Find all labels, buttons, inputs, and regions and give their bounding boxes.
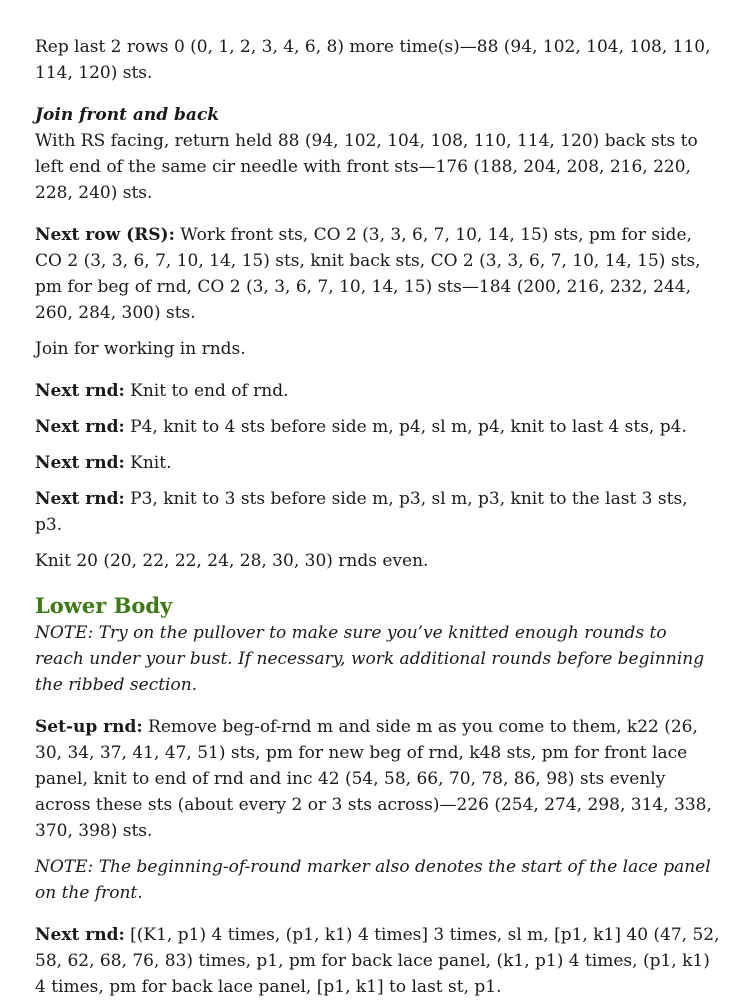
setup-rnd-label: Set-up rnd: — [35, 717, 143, 737]
next-row-rs-text: Work front sts, CO 2 (3, 3, 6, 7, 10, 14, 15) sts, pm for side, CO 2 (3, 3, 6, 7, 10, 14, 15) sts, knit back sts, CO 2 (3, 3, 6, 7, 10, 14, 15) sts, pm for beg of rnd, CO 2 (3, 3, 6, 7, 10, 14, 15) sts—184 (200, 216, 232, 244, 260, 284, 300) sts. — [35, 225, 701, 323]
join-paragraph: With RS facing, return held 88 (94, 102, 104, 108, 110, 114, 120) back sts to left end of the same cir needle with front sts—176 (188, 204, 208, 216, 220, 228, 240) sts. — [35, 131, 698, 203]
rep-rows-paragraph: Rep last 2 rows 0 (0, 1, 2, 3, 4, 6, 8) more time(s)—88 (94, 102, 104, 108, 110, 114, 120) sts. — [35, 37, 711, 83]
rnd-paragraph-3 — [35, 450, 720, 476]
rnd-text: P4, knit to 4 sts before side m, p4, sl m, p4, knit to last 4 sts, p4. — [124, 417, 687, 437]
final-rnd-paragraph — [35, 922, 720, 1000]
final-rnd-label: Next rnd: — [35, 925, 125, 945]
next-row-rs-paragraph — [35, 222, 720, 326]
rnd-text: P3, knit to 3 sts before side m, p3, sl m, p3, knit to the last 3 sts, p3. — [35, 489, 688, 535]
marker-note: NOTE: The beginning-of-round marker also denotes the start of the lace panel on the front. — [35, 857, 711, 903]
knit-even-paragraph: Knit 20 (20, 22, 22, 24, 28, 30, 30) rnds even. — [35, 551, 429, 571]
rnd-paragraph-2 — [35, 414, 720, 440]
lower-body-note: NOTE: Try on the pullover to make sure you’ve knitted enough rounds to reach under your bust. If necessary, work additional rounds before beginning the ribbed section. — [35, 623, 705, 695]
rnd-text: Knit to end of rnd. — [124, 381, 289, 401]
rnd-label: Next rnd: — [35, 453, 125, 473]
setup-rnd-paragraph — [35, 714, 720, 844]
rnd-paragraph-1 — [35, 378, 720, 404]
rnd-label: Next rnd: — [35, 417, 125, 437]
rnd-label: Next rnd: — [35, 489, 125, 509]
join-heading: Join front and back — [35, 105, 220, 125]
rnd-paragraph-4 — [35, 486, 720, 538]
join-rnds-paragraph: Join for working in rnds. — [35, 339, 246, 359]
next-row-rs-label: Next row (RS): — [35, 225, 175, 245]
final-rnd-text: [(K1, p1) 4 times, (p1, k1) 4 times] 3 times, sl m, [p1, k1] 40 (47, 52, 58, 62, 68, 76, 83) times, p1, pm for back lace panel, (k1, p1) 4 times, (p1, k1) 4 times, pm for back lace panel, [p1, k1] to last st, p1. — [35, 925, 720, 997]
setup-rnd-text: Remove beg-of-rnd m and side m as you come to them, k22 (26, 30, 34, 37, 41, 47, 51) sts, pm for new beg of rnd, k48 sts, pm for front lace panel, knit to end of rnd and inc 42 (54, 58, 66, 70, 78, 86, 98) sts evenly across these sts (about every 2 or 3 sts across)—226 (254, 274, 298, 314, 338, 370, 398) sts. — [35, 717, 712, 841]
rnd-text: Knit. — [124, 453, 172, 473]
lower-body-heading: Lower Body — [35, 593, 173, 618]
rnd-label: Next rnd: — [35, 381, 125, 401]
